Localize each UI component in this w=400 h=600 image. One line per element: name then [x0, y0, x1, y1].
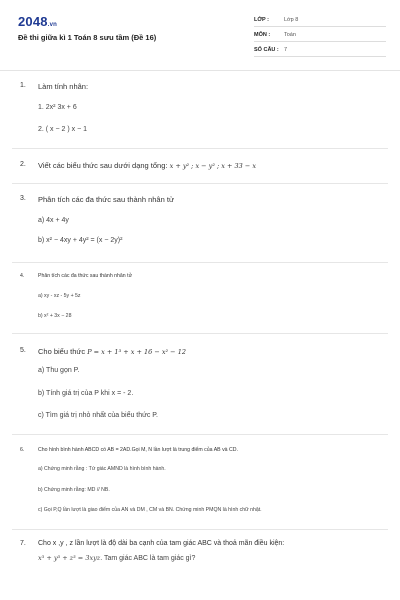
question-number: 1. [20, 82, 26, 89]
question-number: 3. [20, 195, 26, 202]
question-divider [12, 529, 388, 530]
question-divider [12, 333, 388, 334]
site-logo[interactable] [18, 14, 57, 29]
question-number: 7. [20, 540, 26, 547]
question-text [38, 161, 256, 170]
question-item [38, 554, 195, 562]
question-divider [12, 434, 388, 435]
logo-text: 2048 [18, 14, 48, 29]
question-text: Phân tích các đa thức sau thành nhân tử [38, 273, 133, 279]
question-text: Làm tính nhân: [38, 82, 89, 91]
logo-tld: .vn [47, 22, 58, 28]
question-number: 5. [20, 347, 26, 354]
meta-count-label: SỐ CÂU : [254, 47, 279, 53]
question-text: Cho x ,y , z lần lượt là độ dài ba cạnh của tam giác ABC và thoả mãn điều kiện: [38, 540, 285, 547]
question-item: c) Tìm giá trị nhỏ nhất của biểu thức P. [38, 412, 158, 419]
question-item: a) Thu gọn P. [38, 367, 80, 374]
question-formula: x³ + y³ + z³ = 3xyz [38, 554, 101, 562]
question-text [38, 347, 186, 356]
question-number: 4. [20, 273, 25, 279]
question-formula: x + y² ; x − y² ; x + 33 − x [169, 162, 257, 170]
meta-subject-value: Toán [284, 32, 296, 38]
question-item: b) Tính giá trị của P khi x = - 2. [38, 390, 134, 397]
page-header [0, 0, 400, 72]
question-divider [12, 148, 388, 149]
question-text-main: Cho biểu thức [38, 347, 86, 356]
question-divider [12, 183, 388, 184]
question-item: 1. 2x² 3x + 6 [38, 104, 77, 111]
meta-subject-label: MÔN : [254, 32, 271, 38]
question-item: a) Chứng minh rằng : Tứ giác AMND là hình bình hành. [38, 466, 166, 472]
meta-subject [254, 31, 386, 42]
question-tail: . Tam giác ABC là tam giác gì? [100, 555, 196, 562]
question-item: a) 4x + 4y [38, 217, 69, 224]
meta-count [254, 46, 386, 57]
question-item: a) xy - xz - 5y + 5z [38, 293, 81, 299]
header-divider [0, 70, 400, 71]
meta-class-value: Lớp 8 [284, 17, 299, 23]
question-item: b) x² + 3x − 28 [38, 313, 72, 319]
question-formula: P = x + 1³ + x + 16 − x² − 12 [87, 348, 186, 356]
question-text: Phân tích các đa thức sau thành nhân tử [38, 195, 174, 204]
exam-title: Đề thi giữa kì 1 Toán 8 sưu tầm (Đề 16) [18, 33, 157, 42]
meta-class-label: LỚP : [254, 17, 269, 23]
question-text-main: Viết các biểu thức sau dưới dạng tổng: [38, 161, 168, 170]
question-item: c) Gọi P,Q lần lượt là giao điểm của AN và DM , CM và BN. Chứng minh PMQN là hình chữ nhật. [38, 507, 262, 513]
question-item: b) Chứng minh rằng: MD // NB. [38, 487, 110, 493]
question-item: b) x² − 4xy + 4y² = (x − 2y)² [38, 237, 123, 244]
meta-class [254, 16, 386, 27]
question-text: Cho hình bình hành ABCD có AB = 2AD.Gọi M, N lần lượt là trung điểm của AB và CD. [38, 447, 238, 453]
question-number: 6. [20, 447, 25, 453]
question-divider [12, 262, 388, 263]
meta-count-value: 7 [284, 47, 288, 53]
question-item: 2. ( x − 2 ) x − 1 [38, 126, 88, 133]
question-number: 2. [20, 161, 26, 168]
